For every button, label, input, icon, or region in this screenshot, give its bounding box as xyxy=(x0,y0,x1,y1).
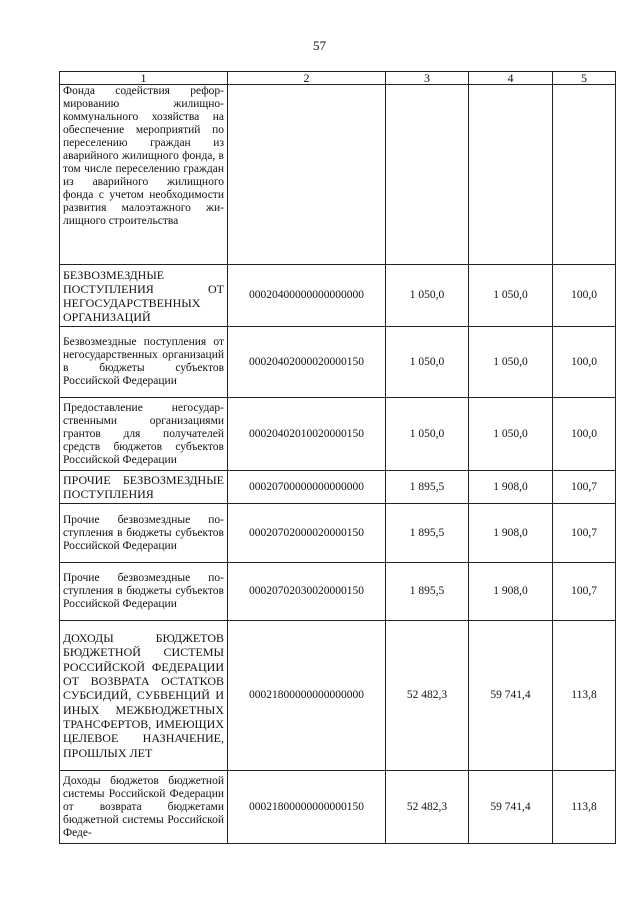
row-code: 00020702030020000150 xyxy=(228,563,386,621)
row-code: 00020400000000000000 xyxy=(228,265,386,327)
row-value-4: 1 050,0 xyxy=(469,265,553,327)
row-value-5: 100,7 xyxy=(553,504,616,563)
row-value-3: 1 895,5 xyxy=(386,563,469,621)
page-number: 57 xyxy=(313,38,326,53)
row-value-5: 100,0 xyxy=(553,327,616,398)
row-code: 00021800000000000000 xyxy=(228,621,386,771)
row-description: ДОХОДЫ БЮДЖЕТОВ БЮДЖЕТНОЙ СИСТЕМЫ РОССИЙСКОЙ ФЕДЕРАЦИИ ОТ ВОЗВРАТА ОСТАТКОВ СУБСИДИЙ, СУБВЕНЦИЙ И ИНЫХ МЕЖБЮДЖЕТНЫХ ТРАНСФЕРТОВ, ИМЕЮЩИХ ЦЕЛЕВОЕ НАЗНАЧЕНИЕ, ПРОШЛЫХ ЛЕТ xyxy=(60,621,228,771)
table-row xyxy=(60,504,616,563)
row-code: 00021800000000000150 xyxy=(228,771,386,844)
row-code xyxy=(228,85,386,265)
row-description: Предоставление негосударственными организациями грантов для получателей средств бюджетов субъектов Российской Федерации xyxy=(60,398,228,471)
row-value-4: 1 050,0 xyxy=(469,327,553,398)
row-value-4 xyxy=(469,85,553,265)
column-header: 5 xyxy=(553,72,616,85)
row-description: Прочие безвозмездные поступления в бюджеты субъектов Российской Федерации xyxy=(60,504,228,563)
row-value-3: 1 050,0 xyxy=(386,398,469,471)
row-value-4: 1 908,0 xyxy=(469,504,553,563)
row-value-5: 113,8 xyxy=(553,621,616,771)
table-row xyxy=(60,398,616,471)
table-row xyxy=(60,265,616,327)
row-value-5: 100,7 xyxy=(553,471,616,504)
row-value-3: 1 050,0 xyxy=(386,265,469,327)
table-header-row xyxy=(60,72,616,85)
row-description: БЕЗВОЗМЕЗДНЫЕ ПОСТУПЛЕНИЯ ОТ НЕГОСУДАРСТВЕННЫХ ОРГАНИЗАЦИЙ xyxy=(60,265,228,327)
row-description: Безвозмездные поступления от негосударственных организаций в бюджеты субъектов Российской Федерации xyxy=(60,327,228,398)
row-value-3: 52 482,3 xyxy=(386,621,469,771)
row-description: Прочие безвозмездные поступления в бюджеты субъектов Российской Федерации xyxy=(60,563,228,621)
row-value-5: 100,7 xyxy=(553,563,616,621)
column-header: 2 xyxy=(228,72,386,85)
table-row xyxy=(60,771,616,844)
row-code: 00020402010020000150 xyxy=(228,398,386,471)
row-value-5: 100,0 xyxy=(553,398,616,471)
column-header: 1 xyxy=(60,72,228,85)
row-value-5 xyxy=(553,85,616,265)
column-header: 3 xyxy=(386,72,469,85)
row-value-3: 1 050,0 xyxy=(386,327,469,398)
row-value-3: 1 895,5 xyxy=(386,504,469,563)
row-code: 00020700000000000000 xyxy=(228,471,386,504)
row-value-4: 1 908,0 xyxy=(469,471,553,504)
row-value-4: 1 908,0 xyxy=(469,563,553,621)
table-row xyxy=(60,327,616,398)
row-value-3: 52 482,3 xyxy=(386,771,469,844)
row-value-4: 1 050,0 xyxy=(469,398,553,471)
row-description: ПРОЧИЕ БЕЗВОЗМЕЗДНЫЕ ПОСТУПЛЕНИЯ xyxy=(60,471,228,504)
column-header: 4 xyxy=(469,72,553,85)
row-value-3: 1 895,5 xyxy=(386,471,469,504)
table-row xyxy=(60,621,616,771)
row-code: 00020402000020000150 xyxy=(228,327,386,398)
row-code: 00020702000020000150 xyxy=(228,504,386,563)
table-row xyxy=(60,85,616,265)
row-description: Фонда содействия реформированию жилищно-коммунального хозяйства на обеспечение мероприятий по переселению граждан из аварийного жилищного фонда, в том числе переселению граждан из аварийного жилищного фонда с учетом необходимости развития малоэтажного жилищного строительства xyxy=(60,85,228,265)
row-description: Доходы бюджетов бюджетной системы Российской Федерации от возврата бюджетами бюджетной системы Российской Феде- xyxy=(60,771,228,844)
row-value-5: 113,8 xyxy=(553,771,616,844)
revenue-table xyxy=(59,71,616,844)
table-row xyxy=(60,471,616,504)
row-value-3 xyxy=(386,85,469,265)
table-row xyxy=(60,563,616,621)
row-value-4: 59 741,4 xyxy=(469,621,553,771)
row-value-4: 59 741,4 xyxy=(469,771,553,844)
row-value-5: 100,0 xyxy=(553,265,616,327)
